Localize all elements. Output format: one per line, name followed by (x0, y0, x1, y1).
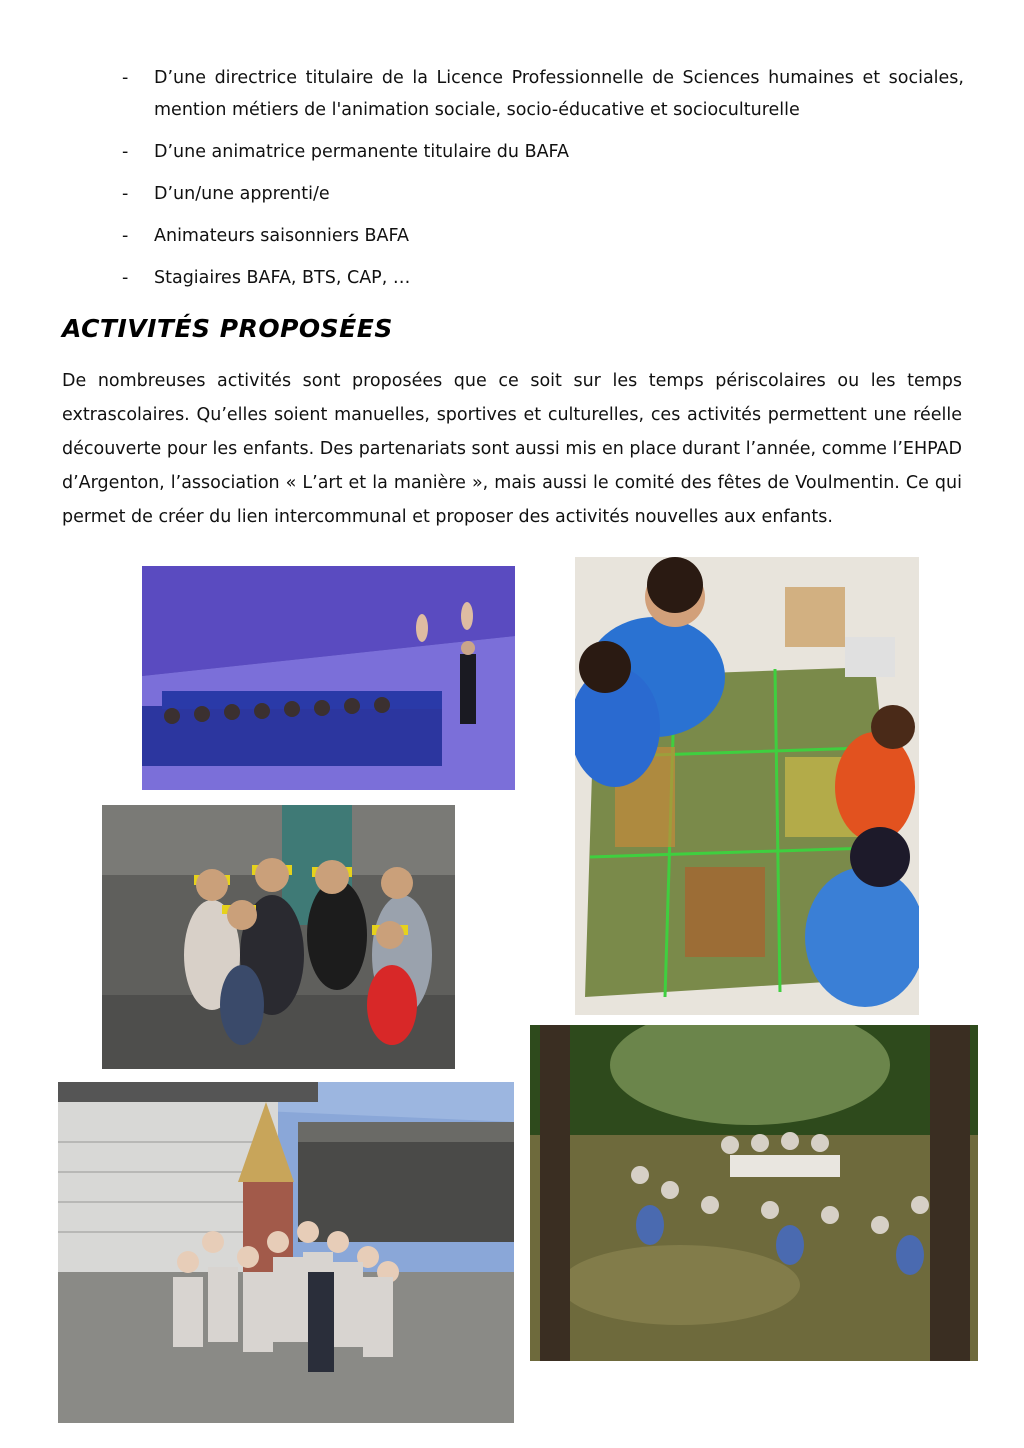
list-bullet: - (122, 184, 129, 204)
staff-item-text: D’un/une apprenti/e (154, 184, 330, 204)
photo-straw-hut (58, 1082, 514, 1423)
staff-item (118, 178, 964, 210)
staff-item-text: D’une animatrice permanente titulaire du BAFA (154, 142, 569, 162)
staff-item (118, 262, 964, 294)
staff-item-text: Stagiaires BAFA, BTS, CAP, … (154, 268, 411, 288)
list-bullet: - (122, 68, 129, 88)
section-paragraph: De nombreuses activités sont proposées que ce soit sur les temps périscolaires ou les temps extrascolaires. Qu’elles soient manuelles, sportives et culturelles, ces activités permettent une réelle découverte pour les enfants. Des partenariats sont aussi mis en place durant l’année, comme l’EHPAD d’Argenton, l’association « L’art et la manière », mais aussi le comité des fêtes de Voulmentin. Ce qui permet de créer du lien intercommunal et proposer des activités nouvelles aux enfants. (62, 371, 962, 527)
photo-painting (575, 557, 919, 1015)
list-bullet: - (122, 142, 129, 162)
staff-item-text: Animateurs saisonniers BAFA (154, 226, 409, 246)
list-bullet: - (122, 268, 129, 288)
staff-item (118, 136, 964, 168)
staff-item-text: D’une directrice titulaire de la Licence Professionnelle de Sciences humaines et sociales, mention métiers de l'animation sociale, socio-éducative et socioculturelle (154, 68, 964, 120)
photo-blindfold (102, 805, 455, 1069)
section-title: ACTIVITÉS PROPOSÉES (62, 314, 393, 343)
photo-cinema (142, 566, 515, 790)
staff-item (118, 62, 964, 126)
photo-park (530, 1025, 978, 1361)
list-bullet: - (122, 226, 129, 246)
staff-list (118, 62, 964, 304)
staff-item (118, 220, 964, 252)
